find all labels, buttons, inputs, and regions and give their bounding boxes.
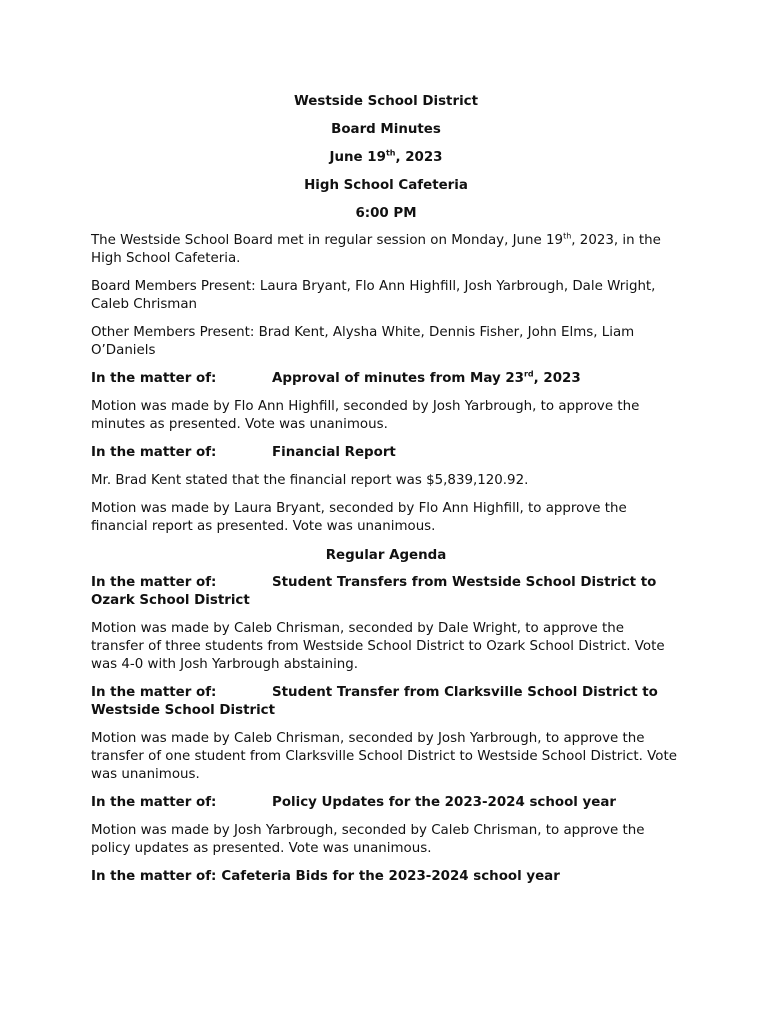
meeting-date: June 19th, 2023 [329,148,443,165]
district-name: Westside School District [293,94,478,109]
meeting-time: 6:00 PM [355,206,417,221]
matter-body: Motion was made by Caleb Chrisman, seconded by Josh Yarbrough, to approve the transfer of one student from Clarksville School District to Westside School District. Vote was unanimous. [91,731,677,782]
matter-body: Mr. Brad Kent stated that the financial report was $5,839,120.92. [91,473,529,488]
matter-body: Motion was made by Flo Ann Highfill, seconded by Josh Yarbrough, to approve the minutes as presented. Vote was unanimous. [91,399,640,432]
matter-body: Motion was made by Laura Bryant, seconded by Flo Ann Highfill, to approve the financial report as presented. Vote was unanimous. [91,501,627,534]
matter-heading: In the matter of: Financial Report [91,445,396,460]
meeting-location: High School Cafeteria [304,178,468,193]
matter-body: Motion was made by Caleb Chrisman, seconded by Dale Wright, to approve the transfer of three students from Westside School District to Ozark School District. Vote was 4-0 with Josh Yarbrough abstaining. [91,621,665,672]
intro-paragraph: The Westside School Board met in regular session on Monday, June 19th, 2023, in the High School Cafeteria. [91,231,661,266]
document-page [91,92,681,896]
other-members-present: Other Members Present: Brad Kent, Alysha White, Dennis Fisher, John Elms, Liam O’Daniels [91,325,635,358]
matter-heading: In the matter of: Student Transfer from Clarksville School District to Westside School District [91,685,658,718]
board-members-present: Board Members Present: Laura Bryant, Flo Ann Highfill, Josh Yarbrough, Dale Wright, Caleb Chrisman [91,279,656,312]
matter-body: Motion was made by Josh Yarbrough, seconded by Caleb Chrisman, to approve the policy updates as presented. Vote was unanimous. [91,823,645,856]
regular-agenda-heading: Regular Agenda [325,548,447,563]
matter-heading: In the matter of: Approval of minutes from May 23rd, 2023 [91,369,581,386]
matter-heading: In the matter of: Student Transfers from Westside School District to Ozark School District [91,575,657,608]
matter-heading: In the matter of: Cafeteria Bids for the 2023-2024 school year [91,869,560,884]
document-title: Board Minutes [331,122,441,137]
matter-heading: In the matter of: Policy Updates for the 2023-2024 school year [91,795,616,810]
